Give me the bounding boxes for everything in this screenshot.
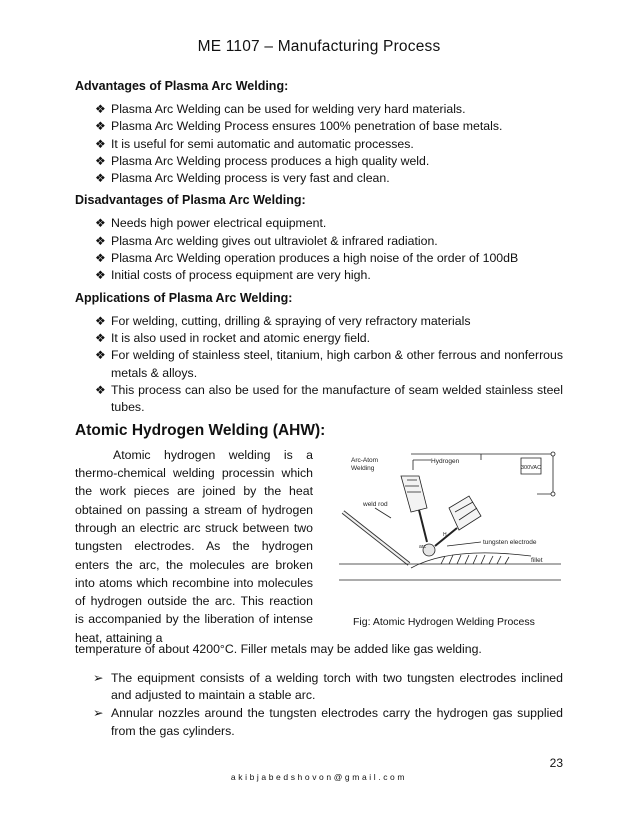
list-item: ❖ This process can also be used for the manufacture of seam welded stainless steel tubes.: [95, 382, 563, 415]
fig-label-h2: H: [443, 531, 447, 538]
advantages-list: [75, 101, 563, 187]
arrow-bullet-icon: ➢: [93, 706, 104, 721]
fig-label-hydrogen: Hydrogen: [431, 457, 460, 465]
list-item: ❖ Plasma Arc Welding operation produces a high noise of the order of 100dB: [75, 250, 563, 267]
fig-label-voltage: 300VAC: [521, 464, 542, 471]
page-number: 23: [549, 756, 563, 770]
list-item: ❖ Initial costs of process equipment are very high.: [75, 267, 563, 284]
list-item: ❖ It is also used in rocket and atomic energy field.: [75, 330, 563, 347]
diamond-bullet-icon: ❖: [95, 233, 106, 248]
disadvantages-heading: Disadvantages of Plasma Arc Welding:: [75, 193, 306, 208]
ahw-paragraph: Atomic hydrogen welding is a thermo-chemical welding processin which the work pieces are joined by the heat obtained on passing a stream of hydrogen through an electric arc struck between two tungsten electrodes. As the hydrogen enters the arc, the molecules are broken into atoms which recombine into molecules of hydrogen outside the arc. This reaction is accompanied by the liberation of intense heat, attaining a: [75, 447, 313, 645]
fig-label-arc-atom: Arc-Atom: [351, 456, 379, 464]
list-item: ❖ It is useful for semi automatic and automatic processes.: [75, 136, 563, 153]
fig-label-tungsten: tungsten electrode: [483, 538, 537, 546]
list-item: ❖ Needs high power electrical equipment.: [75, 215, 563, 232]
disadvantages-list: [75, 215, 563, 284]
fig-label-weld-rod: weld rod: [363, 500, 388, 508]
diamond-bullet-icon: ❖: [95, 251, 106, 266]
fig-label-fillet: fillet: [531, 556, 543, 564]
footer-email: akibjabedshovon@gmail.com: [230, 772, 408, 782]
ahw-section: [75, 446, 563, 645]
diamond-bullet-icon: ❖: [95, 171, 106, 186]
diamond-bullet-icon: ❖: [95, 153, 106, 168]
list-item: ❖ Plasma Arc Welding process produces a high quality weld.: [75, 153, 563, 170]
diamond-bullet-icon: ❖: [95, 313, 106, 328]
fig-label-welding: Welding: [351, 464, 375, 472]
ahw-continuation: temperature of about 4200°C. Filler metals may be added like gas welding.: [75, 641, 482, 656]
list-item: ❖ Plasma Arc Welding process is very fast and clean.: [75, 170, 563, 187]
list-item: ❖ Plasma Arc welding gives out ultraviolet & infrared radiation.: [75, 233, 563, 250]
page-content: [75, 78, 563, 741]
advantages-heading: Advantages of Plasma Arc Welding:: [75, 79, 289, 93]
figure-caption: Fig: Atomic Hydrogen Welding Process: [353, 615, 535, 628]
list-item: ➢ The equipment consists of a welding torch with two tungsten electrodes inclined and adjusted to maintain a stable arc.: [93, 670, 563, 703]
page-header: ME 1107 – Manufacturing Process: [197, 38, 441, 55]
list-item: ❖ Plasma Arc Welding can be used for welding very hard materials.: [75, 101, 563, 118]
ahw-heading: Atomic Hydrogen Welding (AHW):: [75, 422, 326, 440]
diamond-bullet-icon: ❖: [95, 136, 106, 151]
applications-heading: Applications of Plasma Arc Welding:: [75, 290, 293, 305]
ahw-figure: [331, 446, 567, 596]
list-item: ❖ Plasma Arc Welding Process ensures 100% penetration of base metals.: [75, 118, 563, 135]
applications-list: [75, 313, 563, 417]
diamond-bullet-icon: ❖: [95, 119, 106, 134]
diamond-bullet-icon: ❖: [95, 216, 106, 231]
diamond-bullet-icon: ❖: [95, 102, 106, 116]
list-item: ❖ For welding, cutting, drilling & spraying of very refractory materials: [75, 313, 563, 330]
diamond-bullet-icon: ❖: [95, 382, 106, 397]
ahw-points-list: [75, 670, 563, 740]
list-item: ❖ For welding of stainless steel, titanium, high carbon & other ferrous and nonferrous metals & alloys.: [95, 348, 563, 380]
list-item: ➢ Annular nozzles around the tungsten electrodes carry the hydrogen gas supplied from the gas cylinders.: [93, 706, 563, 738]
diamond-bullet-icon: ❖: [95, 330, 106, 345]
fig-label-arc: arc: [419, 543, 426, 550]
diamond-bullet-icon: ❖: [95, 348, 106, 363]
diamond-bullet-icon: ❖: [95, 268, 106, 283]
arrow-bullet-icon: ➢: [93, 670, 104, 685]
